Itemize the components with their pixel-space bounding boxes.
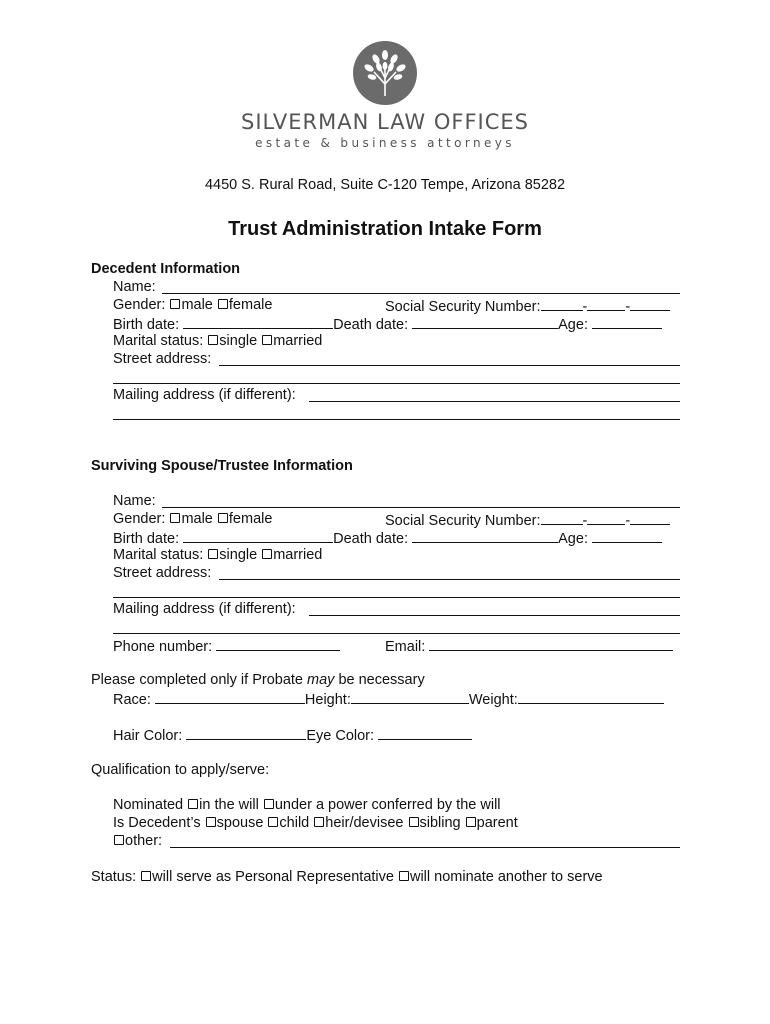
spouse-street-field-2[interactable] (113, 597, 680, 598)
spouse-phone-field[interactable] (216, 636, 340, 651)
parent-checkbox[interactable] (466, 817, 476, 827)
in-will-checkbox[interactable] (188, 799, 198, 809)
spouse-street-field[interactable] (219, 579, 680, 580)
spouse-single-checkbox[interactable] (208, 549, 218, 559)
hair-color-field[interactable] (186, 725, 306, 740)
decedent-gender-row: Gender: male female (113, 297, 273, 313)
spouse-age-field[interactable] (592, 528, 662, 543)
qualification-heading: Qualification to apply/serve: (91, 762, 270, 778)
under-power-checkbox[interactable] (264, 799, 274, 809)
other-checkbox[interactable] (114, 835, 124, 845)
firm-logo (0, 40, 770, 106)
spouse-ssn-row: Social Security Number: - - (385, 510, 670, 530)
decedent-ssn-row: Social Security Number: - - (385, 296, 670, 316)
decedent-ssn-part2[interactable] (587, 296, 625, 311)
sibling-checkbox[interactable] (409, 817, 419, 827)
nominate-checkbox[interactable] (399, 871, 409, 881)
probate-intro: Please completed only if Probate may be necessary (91, 672, 425, 688)
decedent-mailing-row: Mailing address (if different): (113, 387, 296, 403)
decedent-marital-row: Marital status: single married (113, 333, 323, 349)
decedent-age-field[interactable] (592, 314, 662, 329)
firm-name: SILVERMAN LAW OFFICES (241, 110, 529, 134)
spouse-heading: Surviving Spouse/Trustee Information (91, 458, 353, 474)
decedent-street-row: Street address: (113, 351, 212, 367)
spouse-name-field[interactable] (162, 507, 680, 508)
decedent-birth-field[interactable] (183, 314, 333, 329)
spouse-ssn-part3[interactable] (630, 510, 670, 525)
serve-checkbox[interactable] (141, 871, 151, 881)
height-field[interactable] (351, 689, 469, 704)
decedent-married-checkbox[interactable] (262, 335, 272, 345)
decedent-death-field[interactable] (412, 314, 558, 329)
probate-body-row: Race: Height: Weight: (113, 689, 664, 709)
decedent-female-checkbox[interactable] (218, 299, 228, 309)
relationship-row: Is Decedent’s spouse child heir/devisee sibling parent (113, 815, 518, 831)
spouse-death-field[interactable] (412, 528, 558, 543)
spouse-email-row: Email: (385, 636, 673, 656)
decedent-dates-row: Birth date: Death date: Age: (113, 314, 662, 334)
eye-color-field[interactable] (378, 725, 472, 740)
spouse-married-checkbox[interactable] (262, 549, 272, 559)
spouse-mailing-field[interactable] (309, 615, 680, 616)
decedent-ssn-part3[interactable] (630, 296, 670, 311)
decedent-street-field[interactable] (219, 365, 680, 366)
spouse-mailing-row: Mailing address (if different): (113, 601, 296, 617)
form-title: Trust Administration Intake Form (228, 218, 542, 240)
spouse-dates-row: Birth date: Death date: Age: (113, 528, 662, 548)
decedent-mailing-field[interactable] (309, 401, 680, 402)
decedent-name-field[interactable] (162, 293, 680, 294)
child-checkbox[interactable] (268, 817, 278, 827)
spouse-gender-row: Gender: male female (113, 511, 273, 527)
decedent-name-row: Name: (113, 279, 156, 295)
status-row: Status: will serve as Personal Representative will nominate another to serve (91, 869, 603, 885)
firm-tagline: estate & business attorneys (255, 136, 515, 150)
firm-address: 4450 S. Rural Road, Suite C-120 Tempe, Arizona 85282 (204, 177, 566, 193)
race-field[interactable] (155, 689, 305, 704)
other-row: other: (113, 832, 162, 850)
other-field[interactable] (170, 847, 680, 848)
spouse-ssn-part2[interactable] (587, 510, 625, 525)
heir-checkbox[interactable] (314, 817, 324, 827)
spouse-phone-row: Phone number: (113, 636, 340, 656)
probate-color-row: Hair Color: Eye Color: (113, 725, 472, 745)
spouse-street-row: Street address: (113, 565, 212, 581)
decedent-single-checkbox[interactable] (208, 335, 218, 345)
weight-field[interactable] (518, 689, 664, 704)
decedent-ssn-part1[interactable] (541, 296, 583, 311)
nominated-row: Nominated in the will under a power conferred by the will (113, 797, 501, 813)
tree-logo-icon (352, 40, 418, 106)
decedent-heading: Decedent Information (91, 261, 241, 277)
spouse-relation-checkbox[interactable] (206, 817, 216, 827)
decedent-male-checkbox[interactable] (170, 299, 180, 309)
spouse-mailing-field-2[interactable] (113, 633, 680, 634)
spouse-birth-field[interactable] (183, 528, 333, 543)
spouse-marital-row: Marital status: single married (113, 547, 323, 563)
decedent-street-field-2[interactable] (113, 383, 680, 384)
spouse-ssn-part1[interactable] (541, 510, 583, 525)
spouse-male-checkbox[interactable] (170, 513, 180, 523)
spouse-email-field[interactable] (429, 636, 673, 651)
decedent-mailing-field-2[interactable] (113, 419, 680, 420)
spouse-female-checkbox[interactable] (218, 513, 228, 523)
spouse-name-row: Name: (113, 493, 156, 509)
